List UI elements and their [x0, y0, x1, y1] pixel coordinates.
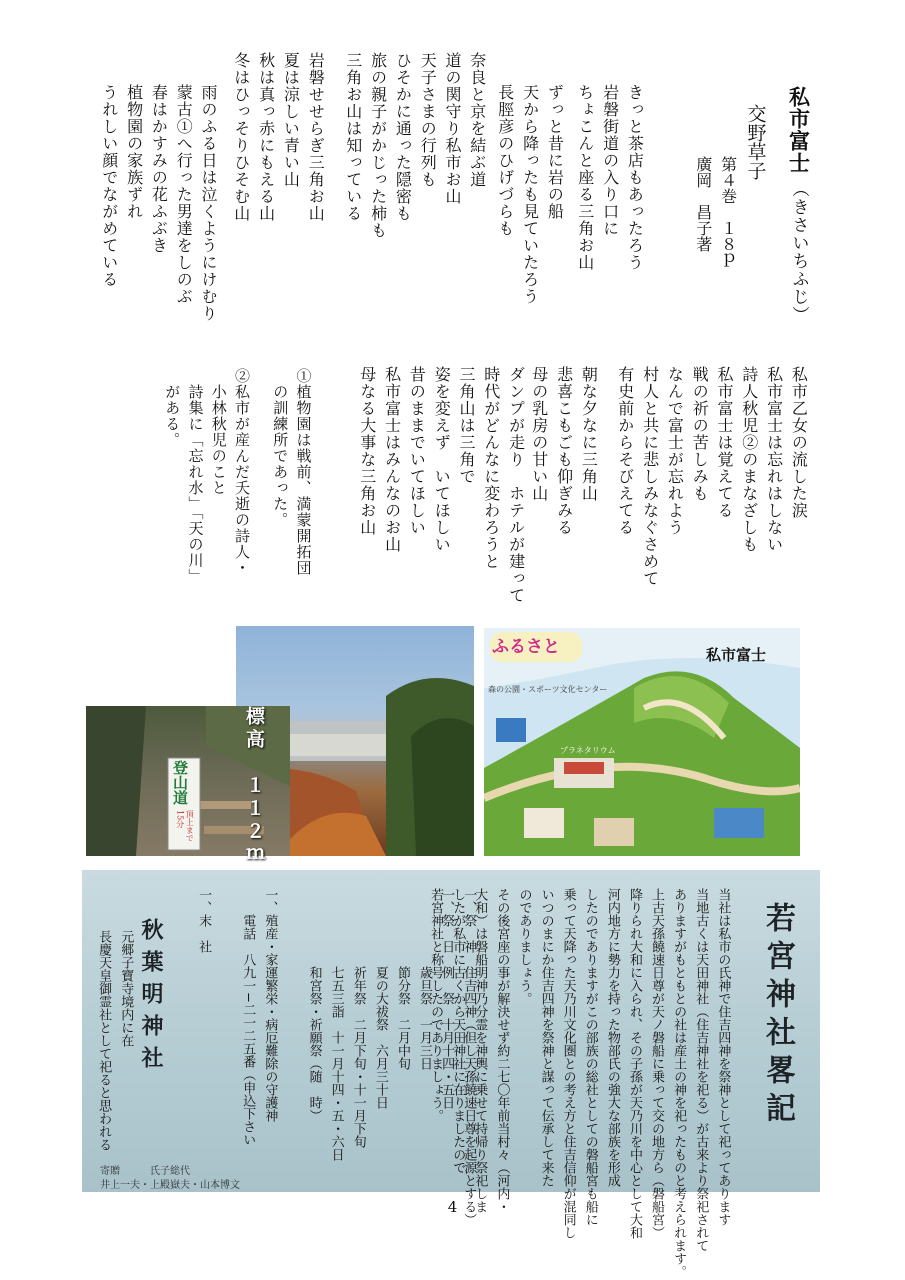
footnote-1: ①植物園は戦前、満蒙開拓団 の訓練所であった。 [271, 368, 313, 576]
board-donors: 井上一夫・上殿嶽夫・山本博文 [100, 1180, 240, 1191]
page-title [782, 86, 815, 324]
poem-stanza-7: 朝な夕なに三角山 悲喜こもごも仰ぎみる 母の乳房の甘い山 [529, 366, 599, 536]
board-sub-shrine: 秋葉明神社 [138, 918, 164, 1078]
trail-sign-small: 頂上まで 15分 [175, 810, 195, 842]
title-text: 私市富士 [786, 86, 812, 174]
title-reading: （きさいちふじ） [788, 180, 809, 324]
volume-line: 第４巻 １８ｐ 廣岡 昌子著 [693, 156, 738, 268]
board-title: 若宮神社畧記 [760, 902, 795, 1130]
footnote-2: ②私市が産んだ夭逝の詩人・ 小林秋児のこと 詩集に「忘れ水」「天の川」 がある。 [163, 368, 251, 585]
map-sign-text: ふるさと [492, 637, 560, 657]
poem-stanza-8: ダンプが走り ホテルが建って 時代がどんなに変わろうと 三角山は三角で 姿を変えず いてほしい 昔のままでいてほしい 私市富士はみんなのお山 母なる大事な三角お山 [357, 366, 526, 604]
map-caption-2: プラネタリウム [560, 746, 616, 755]
poem-stanza-3: 奈良と京を結ぶ道 道の関守り私市お山 天子さまの行列も ひそかに通った隠密も 旅の親子がかじった柿も 三角お山は知っている [343, 52, 487, 239]
poem-stanza-1: きっと茶店もあったろう 岩磐街道の入り口に ちょこんと座る三角お山 [575, 84, 645, 271]
page-number: 4 [447, 1198, 458, 1216]
poem-stanza-2: ずっと昔に岩の船 天から降ったも見ていたろう 長脛彦のひげづらも [495, 84, 565, 305]
poem-stanza-4: 岩磐せせらぎ三角お山 夏は涼しい青い山 秋は真っ赤にもえる山 冬はひっそりひそむ山 [231, 52, 326, 222]
map-caption-1: 森の公園・スポーツ文化センター [488, 685, 608, 694]
board-body: 当社は私市の氏神で住吉四神を祭神として祀ってあります 当地古くは天田神社（住吉神社を祀る）が古来より祭祀されて ありますがもともとの社は産土の神を祀ったものと考えられます。 上古天孫饒速日尊が天ノ磐船に乗って交の地方ら（磐船宮） 降りられ大和に入られ、その子孫が天乃川を中心として大和 河内地方に勢力を持った物部氏の強大な部族を形成 したのでありますがこの部族の総社としての磐船宮も船に 乗って天降った天乃川文化圏との考え方と住吉信仰が混同し いつのまにか住吉四神を祭神と謀って伝承して来た のでありましょう。 その後宮座の事が解決せず約二七〇年前当村々（河内・ 大和）は磐船明神乃分霊を神輿に乗せて持帰り祭祀しま したが私市に古くから天田神社に在りましたので 若宮神社と称号したのでありましょう。 [428, 888, 731, 1278]
board-sub-note: 元郷子寶寺境内に在 長慶天皇御霊社として祀ると思われる [96, 930, 134, 1151]
map-label: 私市富士 [706, 646, 767, 664]
board-donor-label: 寄贈 氏子総代 [100, 1166, 190, 1177]
elevation-label: 標高 １１２ｍ [243, 706, 265, 867]
author-name: 交野草子 [744, 104, 767, 180]
board-items: 一、祭 神 住吉四神（但し天孫饒速日尊を起源とする） 一、祭 日 例 祭 十月十四・五日 歳旦祭 一月三日 節分祭 二月中旬 夏の大祓祭 六月三十日 祈年祭 二月下旬・十一月下旬 七五三詣 十一月十四・五・六日 和宮祭・祈願祭（随 時） 一、殖産・家運繁栄・病厄難除の守護神 電話 八九一−二一二五番（申込下さい 一、末 社 [196, 888, 477, 1226]
poem-stanza-6: 私市乙女の流した涙 私市富士は忘れはしない 詩人秋児②のまなざしも 私市富士は覚えてる 戦の祈の苦しみも なんで富士が忘れよう 村人と共に悲しみなぐさめて 有史前からそびえてる [615, 366, 809, 587]
trail-sign-text: 登山道 [171, 760, 189, 805]
poem-stanza-5: 雨のふる日は泣くようにけむり 蒙古①へ行った男達をしのぶ 春はかすみの花ふぶき 植物園の家族ずれ うれしい顔でながめている [99, 84, 218, 322]
